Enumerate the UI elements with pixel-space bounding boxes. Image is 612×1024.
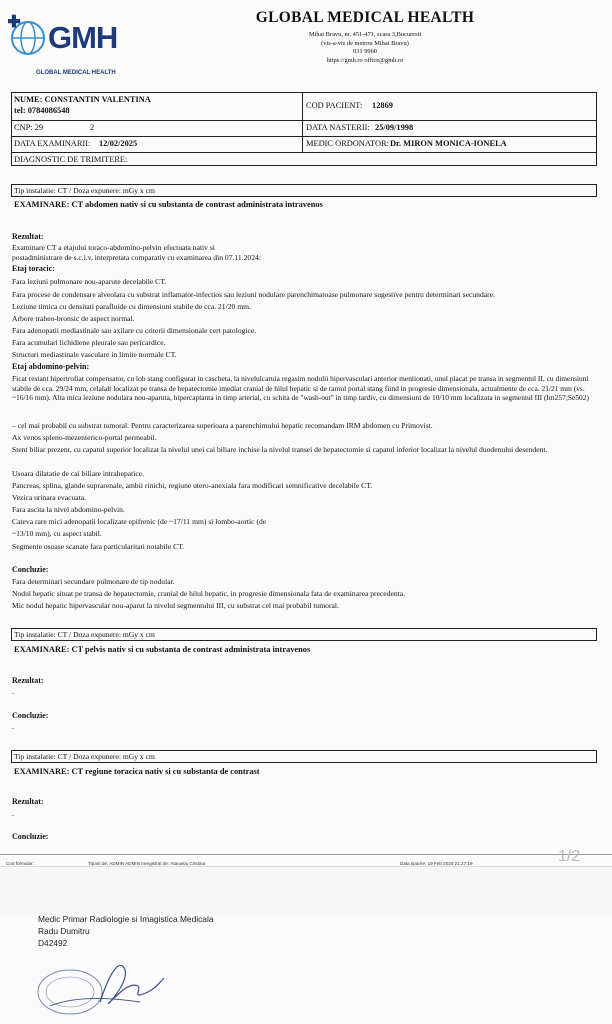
abdomen-finding: – cel mai probabil cu substrat tumoral. Pentru caracterizarea superioara a parenchimului hepatic recomandam IRM abdomen cu Primovist. (12, 421, 433, 430)
logo-wordmark: GMH (48, 20, 118, 55)
patient-code: 12869 (372, 101, 393, 110)
exam2-result-label: Rezultat: (12, 676, 44, 685)
exam2-result: . (12, 687, 14, 696)
thorax-finding: Arbore traheo-bronsic de aspect normal. (12, 314, 135, 323)
exam1-result-label: Rezultat: (12, 232, 44, 241)
patient-name: NUME: CONSTANTIN VALENTINA (14, 95, 151, 104)
exam-date: 12/02/2025 (99, 139, 138, 148)
conclusion-item: Nodul hepatic situat pe transa de hepatectomie, cranial de hilul hepatic, in progresie dimensionala fata de examinarea precedenta. (12, 589, 406, 598)
patient-phone: tel: 0784086548 (14, 106, 70, 115)
thorax-finding: Leziune timica cu densitati parafluide cu dimensiuni stabile de cca. 21/20 mm. (12, 302, 251, 311)
birth-date: 25/09/1998 (375, 123, 414, 132)
abdomen-finding: Usoara dilatatie de cai biliare intrahepatice. (12, 469, 144, 478)
abdomen-finding: Pancreas, splina, glande suprarenale, ambii rinichi, regiune utero-anexiala fara modificari semnificative decelabile CT. (12, 481, 373, 490)
patient-cnp-label: CNP: 29 (14, 123, 44, 132)
signature-name: Radu Dumitru (38, 926, 90, 936)
clinic-phone: 031 9960 (353, 48, 377, 55)
page-break-panel (0, 866, 612, 915)
footer-print-date: Data tiparire: 19 Feb 2025 21:27:19 (400, 861, 473, 866)
logo-subtitle: GLOBAL MEDICAL HEALTH (36, 70, 116, 76)
conclusion-item: Fara determinari secundare pulmonare de tip nodular. (12, 577, 175, 586)
birth-label: DATA NASTERII: (306, 123, 370, 132)
exam1-type: Tip instalatie: CT / Doza expunere: mGy x cm (14, 186, 155, 195)
abdomen-finding: Cateva rare mici adenopatii localizate epifrenic (de ~17/11 mm) si lombo-aortic (de (12, 517, 267, 526)
exam1-title: EXAMINARE: CT abdomen nativ si cu substanta de contrast administrata intravenos (14, 200, 323, 209)
footer-printed-by: Tiparit de: ADMIN ADMIN Inregistrat de: Atanasiu Cristina (88, 861, 206, 866)
footer-form-code: Cod formular: (6, 861, 34, 866)
cnp-redaction (45, 122, 89, 134)
doctor-name: Dr. MIRON MONICA-IONELA (390, 139, 507, 148)
exam3-result: . (12, 809, 14, 818)
exam3-title: EXAMINARE: CT regiune toracica nativ si cu substanta de contrast (14, 767, 260, 776)
thorax-finding: Fara leziuni pulmonare nou-aparute decelabile CT. (12, 277, 167, 286)
abdomen-finding: Ficat restant hipertrofiat compensator, cu lob stang configurat in cascheta, la nivelulcaruia regasim nodulii hipervasculari anterior mentionati, unul placat pe transa in segmentul II, cu dimensiuni stabile de cca. 29/24 mm, celalalt localizat pe transa de hepatectomie imediat cranial de hilul hepatic si de ramul portal stang fiind in progresie dimensionala, actualmente de cca. 21/21 mm (vs. ~16/16 mm). Alta mica leziune nodulara nou-aparuta, hipercaptanta in timp arterial, cu schita de "wash-out" in timp tardiv, cu dimensiuni de 10/10 mm localizata in segmentul III (Im257;Se502) (12, 374, 589, 403)
clinic-landmark: (vis-a-vis de metrou Mihai Bravu) (321, 39, 409, 47)
exam2-title: EXAMINARE: CT pelvis nativ si cu substanta de contrast administrata intravenos (14, 645, 311, 654)
signature-code: D42492 (38, 938, 68, 948)
abdomen-finding: Ax venos spleno-mezenterico-portal permeabil. (12, 433, 157, 442)
abdomen-finding: ~13/10 mm), cu aspect stabil. (12, 529, 102, 538)
exam1-intro-2: postadministrare de s.c.i.v, interpretata comparativ cu examinarea din 07.11.2024: (12, 253, 261, 262)
exam3-result-label: Rezultat: (12, 797, 44, 806)
clinic-web: https://gmh.ro office@gmh.ro (326, 57, 404, 64)
exam2-conclusion-label: Concluzie: (12, 711, 49, 720)
exam1-conclusion-label: Concluzie: (12, 565, 49, 574)
gmh-logo (8, 14, 128, 76)
signature-title: Medic Primar Radiologie si Imagistica Medicala (38, 914, 214, 924)
abdomen-finding: Stent biliar prezent, cu capatul superior localizat la nivelul unei cai biliare inchise la nivelul transei de hepatectomie si capatul inferior localizat la nivelul duodenului desendent. (12, 445, 548, 454)
thorax-finding: Fara acumulari lichidiene pleurale sau pericardice. (12, 338, 166, 347)
exam3-conclusion-label: Concluzie: (12, 832, 49, 841)
thorax-finding: Fara adenopatii mediastinale sau axilare cu criterii dimensionale cert patologice. (12, 326, 257, 335)
thorax-finding: Fara procese de condensare alveolara cu substrat inflamator-infectios sau leziuni nodulare parenchimatoase pulmonare sugestive pentru determinari secundare. (12, 290, 495, 299)
clinic-address: Mihai Bravu, nr. 451-471, scara 3,Bucuresti (308, 31, 422, 38)
doctor-label: MEDIC ORDONATOR: (306, 139, 389, 148)
exam3-type: Tip instalatie: CT / Doza expunere: mGy x cm (14, 752, 155, 761)
thorax-finding: Structuri mediastinale vasculare in limite normale CT. (12, 350, 177, 359)
exam1-intro-1: Examinare CT a etajului toraco-abdomino-pelvin efectuata nativ si (12, 243, 215, 252)
abdomen-finding: Vezica urinara evacuata. (12, 493, 86, 502)
exam-date-label: DATA EXAMINARII: (14, 139, 91, 148)
exam2-conclusion: . (12, 722, 14, 731)
page-number: 1/2 (558, 848, 581, 865)
exam2-type: Tip instalatie: CT / Doza expunere: mGy x cm (14, 630, 155, 639)
abdomen-finding: Fara ascita la nivel abdomino-pelvin. (12, 505, 125, 514)
globe-cross-icon (8, 14, 52, 58)
abdomen-finding: Segmente osoase scanate fara particularitati notabile CT. (12, 542, 185, 551)
patient-code-label: COD PACIENT: (306, 101, 363, 110)
abdomen-label: Etaj abdomino-pelvin: (12, 362, 90, 371)
thorax-label: Etaj toracic: (12, 264, 55, 273)
footer-divider (0, 854, 612, 855)
patient-cnp-end: 2 (90, 123, 95, 132)
conclusion-item: Mic nodul hepatic hipervascular nou-aparut la nivelul segmentului III, cu substrat cel mai probabil tumoral. (12, 601, 339, 610)
signature-stamp (30, 952, 170, 1018)
diagnosis-label: DIAGNOSTIC DE TRIMITERE: (14, 155, 128, 164)
clinic-title: GLOBAL MEDICAL HEALTH (255, 9, 475, 26)
